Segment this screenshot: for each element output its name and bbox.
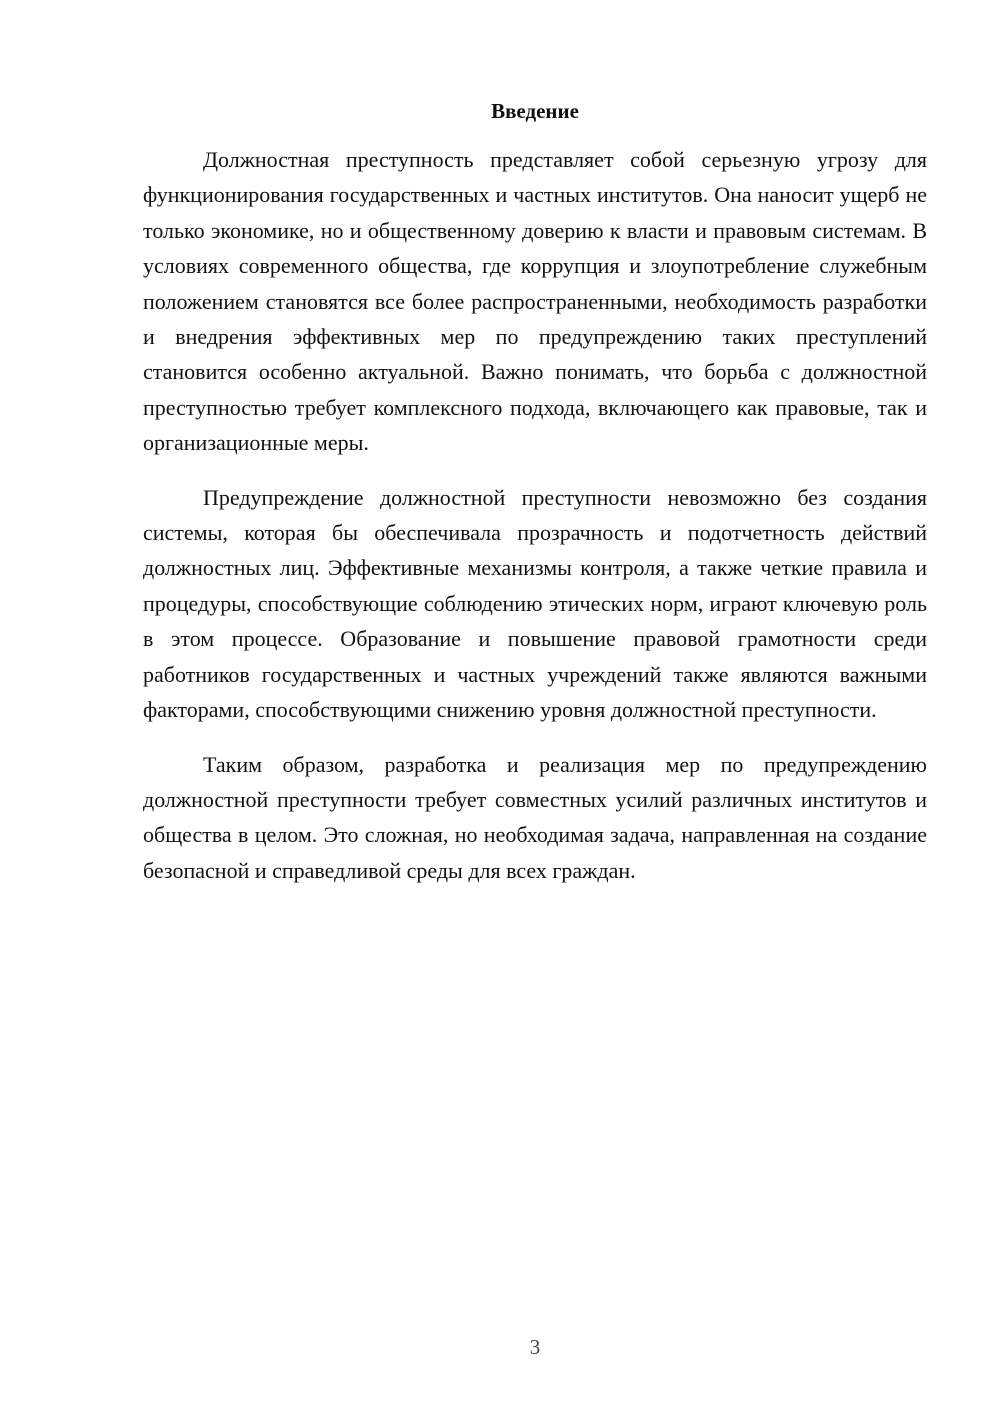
paragraph-3: Таким образом, разработка и реализация мер по предупреждению должностной преступности требует совместных усилий различных институтов и общества в целом. Это сложная, но необходимая задача, направленная на создание безопасной и справедливой среды для всех граждан.: [143, 751, 927, 883]
body-text: [143, 142, 927, 888]
page-title: Введение: [491, 99, 579, 123]
paragraph-1: Должностная преступность представляет собой серьезную угрозу для функционирования государственных и частных институтов. Она наносит ущерб не только экономике, но и общественному доверию к власти и правовым системам. В условиях современного общества, где коррупция и злоупотребление служебным положением становятся все более распространенными, необходимость разработки и внедрения эффективных мер по предупреждению таких преступлений становится особенно актуальной. Важно понимать, что борьба с должностной преступностью требует комплексного подхода, включающего как правовые, так и организационные меры.: [143, 147, 927, 456]
paragraph-2: Предупреждение должностной преступности невозможно без создания системы, которая бы обеспечивала прозрачность и подотчетность действий должностных лиц. Эффективные механизмы контроля, а также четкие правила и процедуры, способствующие соблюдению этических норм, играют ключевую роль в этом процессе. Образование и повышение правовой грамотности среди работников государственных и частных учреждений также являются важными факторами, способствующими снижению уровня должностной преступности.: [143, 484, 927, 723]
page-number: 3: [529, 1335, 541, 1359]
